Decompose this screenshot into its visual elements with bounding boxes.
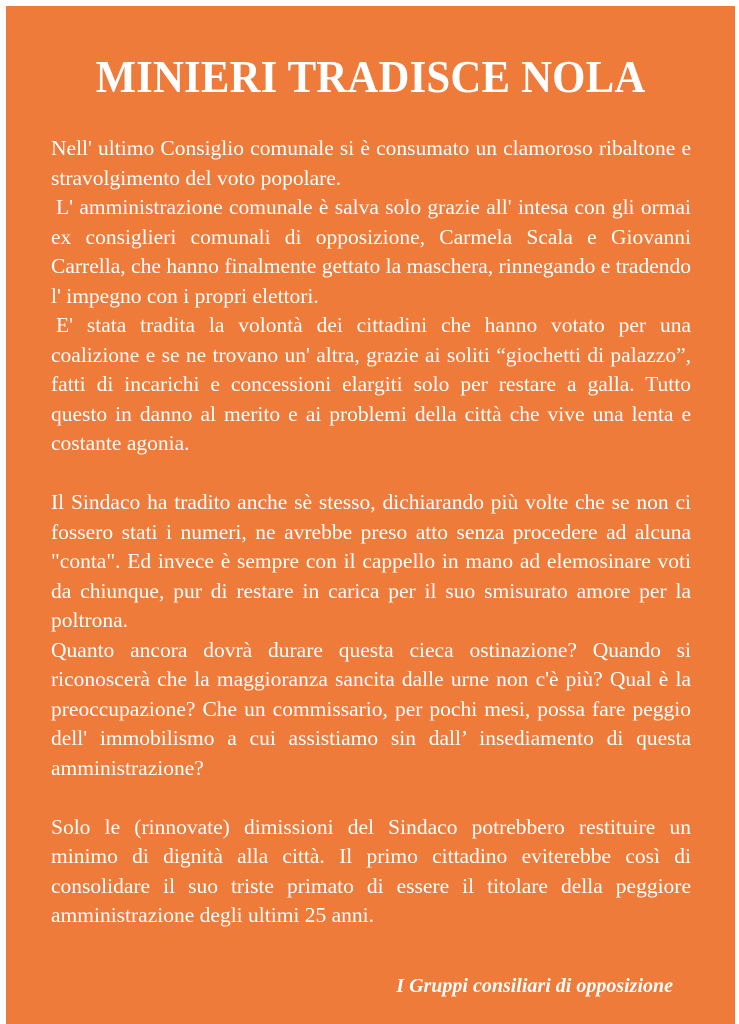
paragraph-3: E' stata tradita la volontà dei cittadini che hanno votato per una coalizione e se ne trovano un' altra, grazie ai soliti “giochetti di palazzo”, fatti di incarichi e concessioni elargiti solo per restare a galla. Tutto questo in danno al merito e ai problemi della città che vive una lenta e costante agonia. <box>51 313 691 455</box>
poster <box>6 6 735 1024</box>
signature: I Gruppi consiliari di opposizione <box>396 975 673 997</box>
paragraph-1: Nell' ultimo Consiglio comunale si è consumato un clamoroso ribaltone e stravolgimento del voto popolare. <box>51 136 691 190</box>
paragraph-2: L' amministrazione comunale è salva solo grazie all' intesa con gli ormai ex consiglieri comunali di opposizione, Carmela Scala e Giovanni Carrella, che hanno finalmente gettato la maschera, rinnegando e tradendo l' impegno con i propri elettori. <box>51 195 691 308</box>
paragraph-4: Il Sindaco ha tradito anche sè stesso, dichiarando più volte che se non ci fossero stati i numeri, ne avrebbe preso atto senza procedere ad alcuna "conta". Ed invece è sempre con il cappello in mano ad elemosinare voti da chiunque, pur di restare in carica per il suo smisurato amore per la poltrona. <box>51 490 691 632</box>
paragraph-5: Quanto ancora dovrà durare questa cieca ostinazione? Quando si riconoscerà che la maggioranza sancita dalle urne non c'è più? Qual è la preoccupazione? Che un commissario, per pochi mesi, possa fare peggio dell' immobilismo a cui assistiamo sin dall’ insediamento di questa amministrazione? <box>51 637 691 780</box>
document-title: MINIERI TRADISCE NOLA <box>95 51 646 102</box>
document-body <box>51 134 691 931</box>
paragraph-6: Solo le (rinnovate) dimissioni del Sindaco potrebbero restituire un minimo di dignità alla città. Il primo cittadino eviterebbe così di consolidare il suo triste primato di essere il titolare della peggiore amministrazione degli ultimi 25 anni. <box>51 814 691 927</box>
